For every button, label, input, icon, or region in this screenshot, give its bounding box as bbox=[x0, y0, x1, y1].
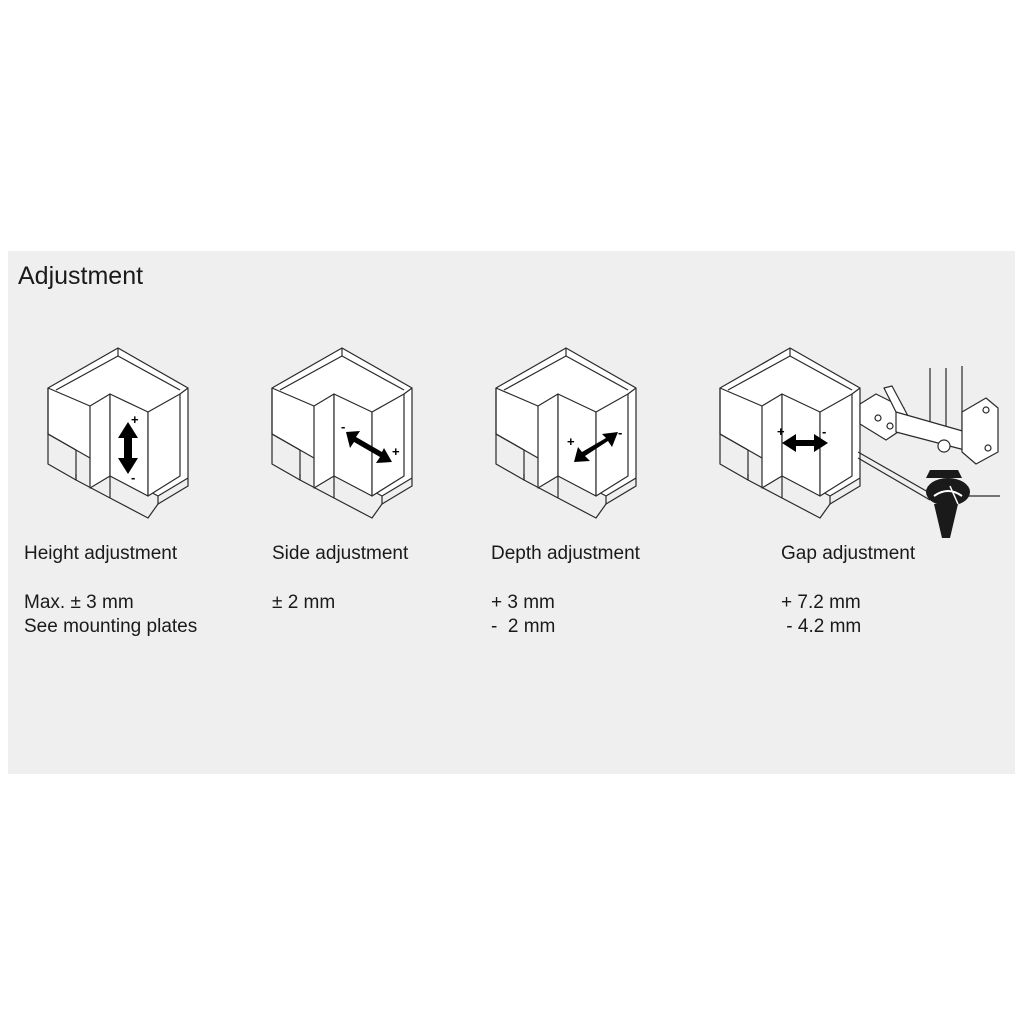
gap-adjustment-block bbox=[781, 542, 915, 639]
height-minus-sign: - bbox=[131, 470, 136, 485]
side-adjustment-value-1: ± 2 mm bbox=[272, 592, 336, 613]
depth-adjustment-value-2: - 2 mm bbox=[491, 616, 556, 637]
corner-cabinet-icon bbox=[48, 348, 188, 518]
height-plus-sign: + bbox=[131, 412, 139, 427]
height-adjustment-block bbox=[24, 542, 197, 639]
page-title: Adjustment bbox=[18, 262, 144, 290]
depth-adjustment-value-1: + 3 mm bbox=[491, 592, 555, 613]
side-adjustment-label: Side adjustment bbox=[272, 543, 409, 564]
depth-plus-sign: + bbox=[567, 434, 575, 449]
gap-adjustment-value-2: - 4.2 mm bbox=[781, 616, 862, 637]
gap-minus-sign: - bbox=[822, 424, 827, 439]
height-adjustment-label: Height adjustment bbox=[24, 543, 178, 564]
corner-cabinet-icon bbox=[720, 348, 860, 518]
hinge-screwdriver-icon bbox=[858, 366, 1000, 538]
depth-adjustment-label: Depth adjustment bbox=[491, 543, 640, 564]
side-minus-sign: - bbox=[341, 419, 346, 434]
depth-adjustment-block bbox=[491, 542, 640, 639]
height-adjustment-value-1: Max. ± 3 mm bbox=[24, 592, 134, 613]
gap-adjustment-label: Gap adjustment bbox=[781, 543, 916, 564]
gap-plus-sign: + bbox=[777, 424, 785, 439]
gap-adjustment-value-1: + 7.2 mm bbox=[781, 592, 861, 613]
side-adjustment-block bbox=[272, 542, 408, 615]
side-plus-sign: + bbox=[392, 444, 400, 459]
depth-minus-sign: - bbox=[618, 425, 623, 440]
height-adjustment-value-2: See mounting plates bbox=[24, 616, 198, 637]
